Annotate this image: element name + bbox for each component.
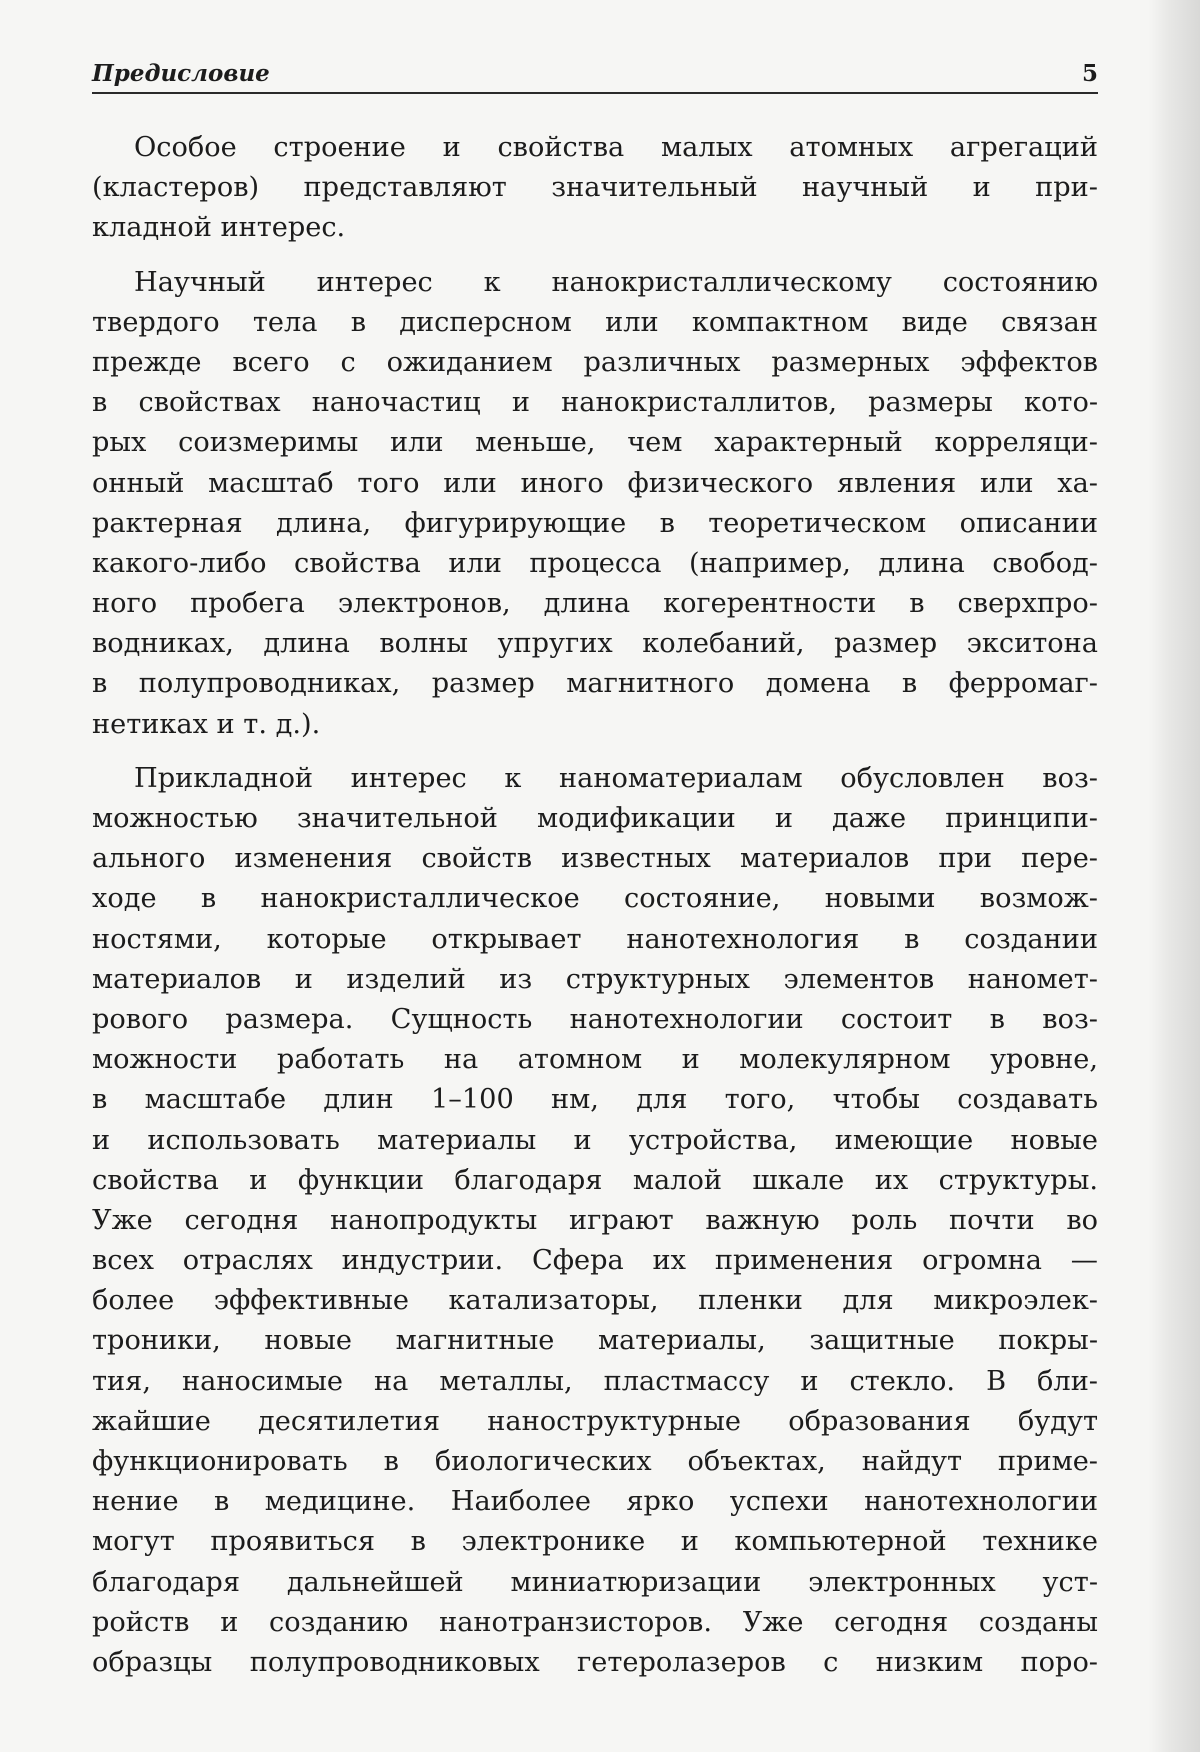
text-line: кладной интерес.	[92, 212, 346, 244]
text-line: можностью значительной модификации и даже принципи-	[92, 803, 1098, 834]
text-line: благодаря дальнейшей миниатюризации электронных уст-	[92, 1566, 1098, 1598]
text-line: всех отраслях индустрии. Сфера их применения огромна —	[92, 1245, 1098, 1277]
text-line: в свойствах наночастиц и нанокристаллитов, размеры кото-	[92, 387, 1098, 419]
text-line: Уже сегодня нанопродукты играют важную роль почти во	[92, 1204, 1098, 1236]
page-number: 5	[1081, 60, 1098, 87]
text-line: рового размера. Сущность нанотехнологии состоит в воз-	[92, 1003, 1098, 1035]
text-line: ходе в нанокристаллическое состояние, новыми возмож-	[92, 883, 1098, 915]
text-line: Прикладной интерес к наноматериалам обусловлен воз-	[134, 762, 1098, 794]
text-line: в масштабе длин 1–100 нм, для того, чтобы создавать	[92, 1084, 1098, 1116]
text-line: могут проявиться в электронике и компьютерной технике	[92, 1526, 1098, 1558]
page-edge-shadow	[1148, 0, 1200, 1752]
text-line: ального изменения свойств известных материалов при пере-	[92, 843, 1098, 875]
text-line: в полупроводниках, размер магнитного домена в ферромаг-	[92, 668, 1098, 700]
text-line: троники, новые магнитные материалы, защитные покры-	[92, 1325, 1098, 1357]
text-line: более эффективные катализаторы, пленки для микроэлек-	[92, 1285, 1098, 1317]
text-line: функционировать в биологических объектах, найдут приме-	[92, 1446, 1098, 1477]
text-line: можности работать на атомном и молекулярном уровне,	[92, 1044, 1098, 1076]
running-header	[92, 58, 1098, 94]
text-line: какого-либо свойства или процесса (например, длина свобод-	[92, 547, 1098, 579]
text-line: водниках, длина волны упругих колебаний, размер экситона	[92, 628, 1098, 660]
text-line: твердого тела в дисперсном или компактном виде связан	[92, 306, 1098, 338]
section-title: Предисловие	[92, 60, 270, 87]
text-line: и использовать материалы и устройства, имеющие новые	[92, 1124, 1098, 1156]
paragraph	[92, 128, 1098, 249]
paragraph	[92, 759, 1098, 1683]
text-line: свойства и функции благодаря малой шкале их структуры.	[92, 1164, 1098, 1196]
text-line: Научный интерес к нанокристаллическому состоянию	[134, 266, 1098, 298]
text-line: жайшие десятилетия наноструктурные образования будут	[92, 1405, 1098, 1437]
text-line: образцы полупроводниковых гетеролазеров с низким поро-	[92, 1646, 1098, 1678]
text-line: нение в медицине. Наиболее ярко успехи нанотехнологии	[92, 1486, 1098, 1518]
text-line: ройств и созданию нанотранзисторов. Уже сегодня созданы	[92, 1606, 1098, 1638]
paragraph	[92, 263, 1098, 745]
text-line: Особое строение и свойства малых атомных агрегаций	[134, 132, 1098, 163]
text-line: рактерная длина, фигурирующие в теоретическом описании	[92, 507, 1098, 539]
text-line: нетиках и т. д.).	[92, 708, 321, 740]
text-line: рых соизмеримы или меньше, чем характерный корреляци-	[92, 427, 1098, 459]
body-text	[92, 128, 1098, 1683]
text-line: ностями, которые открывает нанотехнология в создании	[92, 923, 1098, 955]
text-line: онный масштаб того или иного физического явления или ха-	[92, 467, 1098, 499]
text-line: материалов и изделий из структурных элементов наномет-	[92, 963, 1098, 995]
text-line: тия, наносимые на металлы, пластмассу и стекло. В бли-	[92, 1365, 1098, 1397]
text-line: (кластеров) представляют значительный научный и при-	[92, 172, 1098, 204]
text-line: прежде всего с ожиданием различных размерных эффектов	[92, 346, 1098, 378]
text-line: ного пробега электронов, длина когерентности в сверхпро-	[92, 588, 1098, 620]
